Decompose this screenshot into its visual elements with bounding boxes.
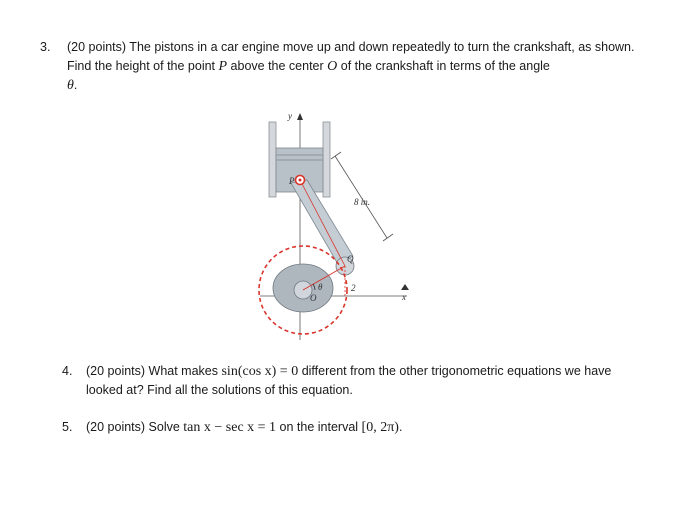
radius-label: 2 [351,283,356,293]
problem-number: 3. [40,40,51,54]
equation: tan x − sec x = 1 [183,420,277,435]
cylinder-wall-left [269,122,276,197]
text-segment: of the crankshaft in terms of the angle [337,59,550,73]
x-axis-arrow [401,284,409,290]
problem-points: (20 points) [86,364,146,378]
problem-3 [40,38,640,95]
angle-theta-label: θ [318,282,323,292]
crankshaft-diagram [255,108,425,343]
problem-points: (20 points) [86,420,146,434]
problem-5 [62,418,642,437]
point-o-label: O [310,293,317,303]
text-segment: Solve [145,420,184,434]
interval: [0, 2π) [361,420,399,435]
text-segment: . [398,420,403,434]
problem-text [40,38,640,95]
problem-4 [62,362,642,400]
text-segment: . [73,78,78,92]
problem-number: 4. [62,364,73,378]
point-p-label: P [289,176,295,186]
y-axis-label: y [288,111,292,121]
problem-number: 5. [62,420,73,434]
rod-centerline [300,180,345,266]
text-segment: The pistons in a car engine move up and down repeatedly to turn the crankshaft, as shown. Find the height of the point [67,40,635,73]
problem-points: (20 points) [67,40,127,54]
rod-length-label: 8 in. [354,197,371,207]
variable-p: P [218,59,228,74]
point-p-center [299,179,302,182]
variable-theta: θ [67,78,74,93]
problem-text [62,362,642,400]
x-axis-label: x [402,292,406,302]
variable-o: O [327,59,338,74]
y-axis-arrow [297,113,303,120]
text-segment: What makes [145,364,222,378]
equation: sin(cos x) = 0 [221,364,299,379]
problem-text [62,418,642,437]
crankshaft-figure [255,108,425,343]
text-segment: different from the other trigonometric equations we have looked at? Find all the solutions of this equation. [86,364,612,397]
text-segment: on the interval [276,420,362,434]
point-q-label: Q [347,254,354,264]
text-segment: above the center [227,59,328,73]
dimension-tick-bottom [383,234,393,241]
cylinder-wall-right [323,122,330,197]
